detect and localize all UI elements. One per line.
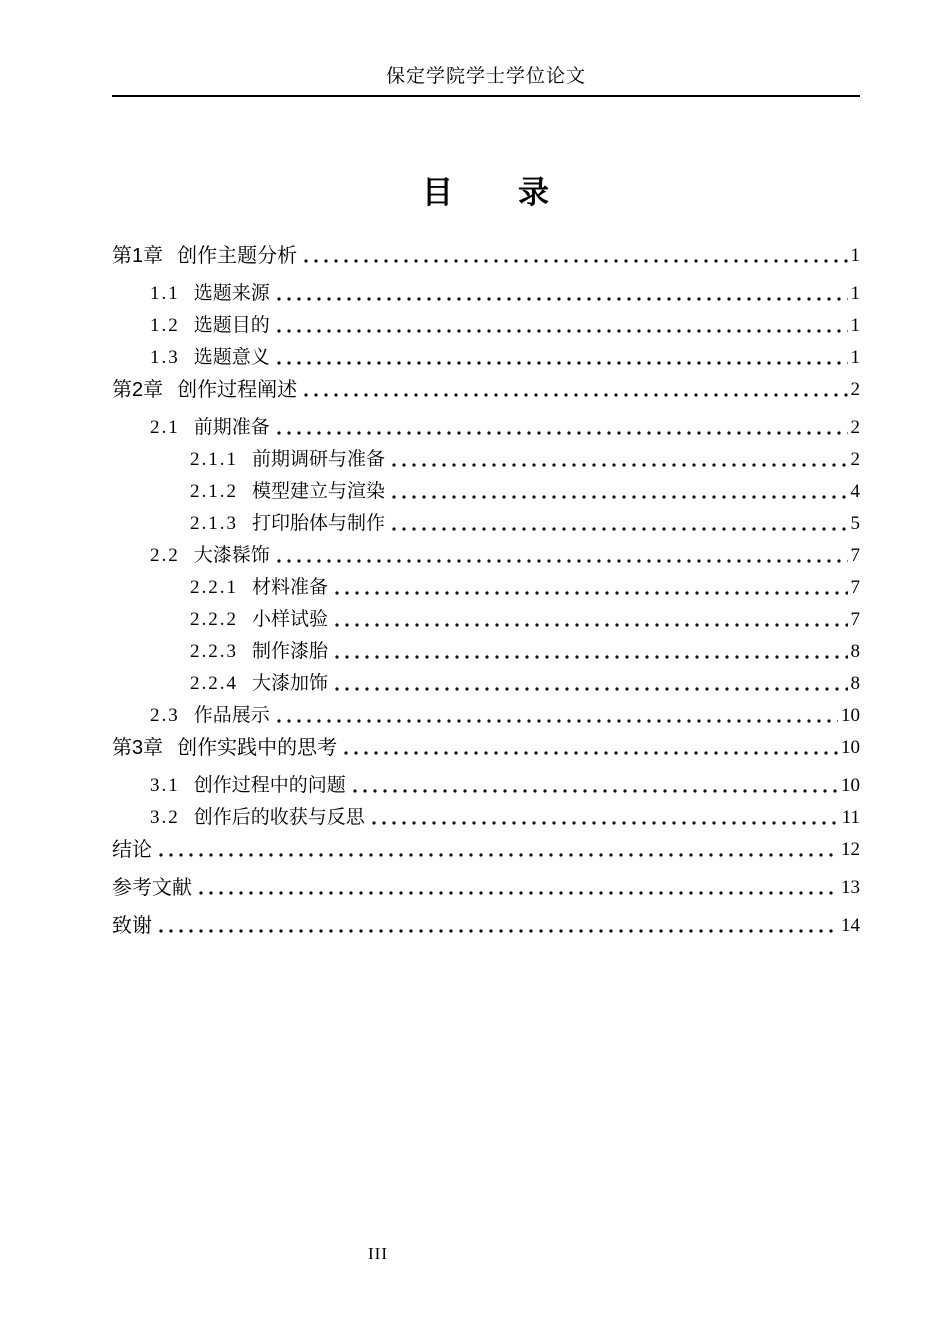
toc-entry[interactable] (112, 732, 860, 764)
toc-entry-title: 大漆加饰 (252, 673, 329, 694)
toc-entry-page: 7 (850, 609, 860, 630)
toc-entry-page: 8 (850, 673, 860, 694)
toc-entry[interactable] (112, 444, 860, 476)
toc-entry-page: 1 (850, 283, 860, 304)
toc-entry-number: 1.3 (150, 347, 180, 368)
toc-entry[interactable] (112, 668, 860, 700)
toc-entry-number: 1.1 (150, 283, 180, 304)
dotted-leader (330, 604, 847, 636)
dotted-leader (272, 342, 848, 374)
dotted-leader (272, 700, 838, 732)
toc-entry-page: 1 (850, 347, 860, 368)
toc-entry[interactable] (112, 802, 860, 834)
toc-entry[interactable] (112, 770, 860, 802)
dotted-leader (339, 732, 838, 764)
toc-entry-page: 14 (841, 915, 860, 936)
toc-entry-page: 11 (841, 807, 860, 828)
running-header-text: 保定学院学士学位论文 (385, 66, 586, 87)
toc-entry-title: 创作实践中的思考 (177, 737, 338, 759)
toc-entry-title: 参考文献 (112, 877, 192, 899)
toc-entry-title: 创作后的收获与反思 (193, 807, 365, 828)
toc-entry-number: 第1章 (112, 245, 164, 267)
toc-list (112, 240, 860, 942)
toc-entry-number: 2.3 (150, 705, 180, 726)
toc-entry-title: 材料准备 (252, 577, 329, 598)
toc-entry-number: 2.1.1 (190, 449, 238, 470)
toc-entry-page: 4 (850, 481, 860, 502)
toc-entry-number: 2.2.3 (190, 641, 238, 662)
toc-entry-number: 2.2 (150, 545, 180, 566)
toc-entry-page: 13 (841, 877, 860, 898)
dotted-leader (387, 476, 847, 508)
toc-entry-number: 第3章 (112, 737, 164, 759)
running-header (112, 0, 860, 88)
toc-entry-title: 选题目的 (193, 315, 270, 336)
toc-entry-page: 2 (850, 417, 860, 438)
toc-entry-page: 10 (841, 775, 860, 796)
dotted-leader (154, 910, 838, 942)
toc-entry-page: 10 (841, 705, 860, 726)
toc-entry-page: 1 (850, 315, 860, 336)
toc-entry-page: 12 (841, 839, 860, 860)
toc-entry-number: 2.1.2 (190, 481, 238, 502)
toc-entry-title: 模型建立与渲染 (252, 481, 386, 502)
toc-entry[interactable] (112, 872, 860, 904)
toc-entry[interactable] (112, 834, 860, 866)
dotted-leader (387, 444, 847, 476)
text-block (112, 0, 860, 948)
toc-entry-number: 3.2 (150, 807, 180, 828)
toc-entry-title: 前期准备 (193, 417, 270, 438)
dotted-leader (272, 310, 848, 342)
toc-entry-title: 打印胎体与制作 (252, 513, 386, 534)
toc-entry[interactable] (112, 700, 860, 732)
toc-entry[interactable] (112, 278, 860, 310)
toc-entry-number: 2.2.1 (190, 577, 238, 598)
toc-entry[interactable] (112, 508, 860, 540)
toc-entry[interactable] (112, 604, 860, 636)
dotted-leader (330, 636, 847, 668)
dotted-leader (154, 834, 838, 866)
toc-entry[interactable] (112, 636, 860, 668)
page-number-footer: III (368, 1244, 388, 1263)
toc-entry[interactable] (112, 572, 860, 604)
toc-entry-page: 8 (850, 641, 860, 662)
toc-entry-page: 1 (850, 245, 860, 266)
dotted-leader (330, 572, 847, 604)
dotted-leader (348, 770, 838, 802)
toc-entry[interactable] (112, 540, 860, 572)
toc-entry-page: 7 (850, 577, 860, 598)
toc-entry-number: 2.2.2 (190, 609, 238, 630)
toc-entry-page: 2 (850, 379, 860, 400)
toc-entry-page: 2 (850, 449, 860, 470)
toc-entry[interactable] (112, 342, 860, 374)
dotted-leader (330, 668, 847, 700)
toc-entry-page: 10 (841, 737, 860, 758)
toc-entry-title: 小样试验 (252, 609, 329, 630)
dotted-leader (387, 508, 847, 540)
toc-entry[interactable] (112, 412, 860, 444)
toc-entry-title: 致谢 (112, 915, 152, 937)
toc-entry-number: 2.1.3 (190, 513, 238, 534)
toc-entry-page: 7 (850, 545, 860, 566)
toc-entry-title: 创作主题分析 (177, 245, 298, 267)
toc-entry-number: 3.1 (150, 775, 180, 796)
dotted-leader (299, 374, 847, 406)
toc-entry-title: 选题来源 (193, 283, 270, 304)
toc-entry-title: 结论 (112, 839, 152, 861)
toc-entry[interactable] (112, 310, 860, 342)
dotted-leader (272, 412, 848, 444)
toc-entry[interactable] (112, 374, 860, 406)
dotted-leader (299, 240, 847, 272)
dotted-leader (194, 872, 838, 904)
toc-entry-title: 制作漆胎 (252, 641, 329, 662)
toc-entry[interactable] (112, 910, 860, 942)
page-title: 目 录 (422, 175, 550, 210)
toc-entry-title: 选题意义 (193, 347, 270, 368)
toc-entry-number: 2.2.4 (190, 673, 238, 694)
toc-entry-title: 创作过程阐述 (177, 379, 298, 401)
toc-entry-page: 5 (850, 513, 860, 534)
toc-entry-number: 1.2 (150, 315, 180, 336)
toc-entry-number: 2.1 (150, 417, 180, 438)
toc-entry-number: 第2章 (112, 379, 164, 401)
toc-entry-title: 作品展示 (193, 705, 270, 726)
header-rule-divider (112, 95, 860, 97)
toc-entry-title: 创作过程中的问题 (193, 775, 346, 796)
dotted-leader (367, 802, 839, 834)
toc-entry-title: 大漆髹饰 (193, 545, 270, 566)
dotted-leader (272, 540, 848, 572)
toc-entry[interactable] (112, 240, 860, 272)
toc-entry[interactable] (112, 476, 860, 508)
dotted-leader (272, 278, 848, 310)
toc-entry-title: 前期调研与准备 (252, 449, 386, 470)
